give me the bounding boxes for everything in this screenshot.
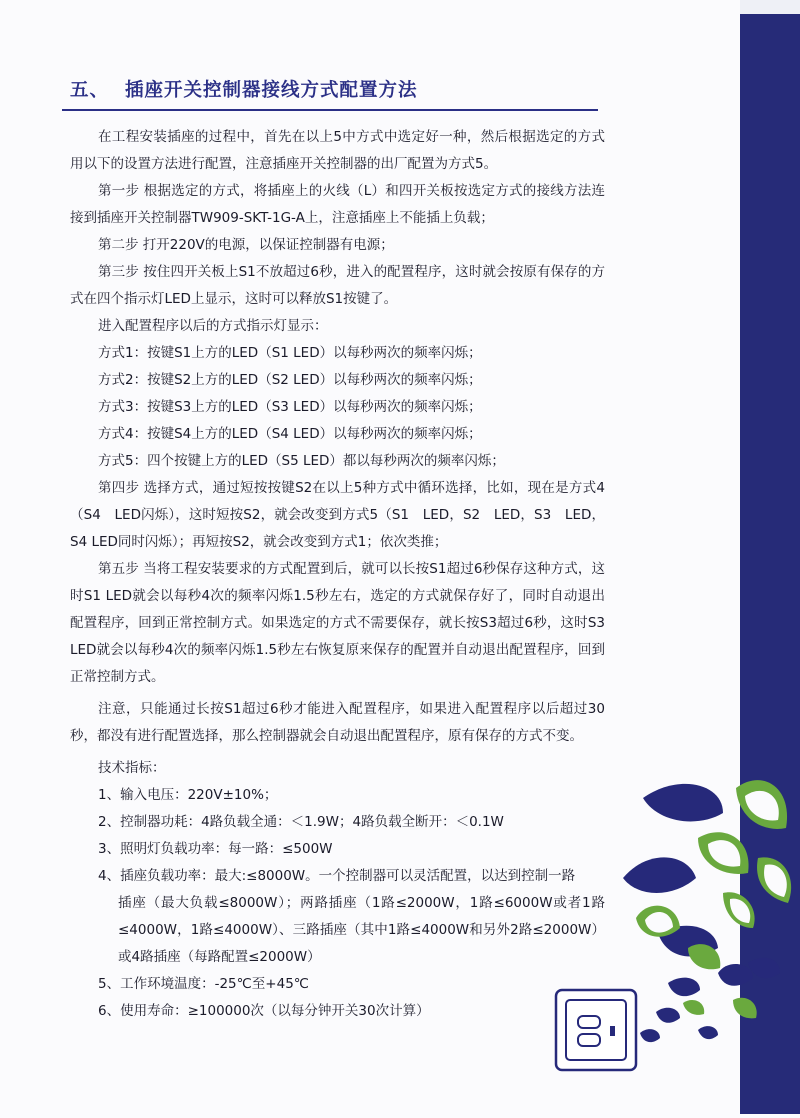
section-number: 五、	[70, 80, 110, 101]
step-2-paragraph: 第二步 打开220V的电源，以保证控制器有电源；	[98, 237, 394, 253]
section-title: 插座开关控制器接线方式配置方法	[125, 80, 418, 101]
spec-item-6: 6、使用寿命：≥100000次（以每分钟开关30次计算）	[98, 1003, 430, 1019]
indicator-heading: 进入配置程序以后的方式指示灯显示：	[98, 318, 328, 334]
spec-item-4: 4、插座负载功率：最大:≤8000W。一个控制器可以灵活配置，以达到控制一路	[98, 868, 576, 884]
spec-item-5: 5、工作环境温度：-25℃至+45℃	[98, 976, 309, 992]
mode-3-item: 方式3：按键S3上方的LED（S3 LED）以每秒两次的频率闪烁；	[98, 399, 482, 415]
step-4-paragraph: 第四步 选择方式，通过短按按键S2在以上5种方式中循环选择，比如，现在是方式4（S4 LED闪烁），这时短按S2，就会改变到方式5（S1 LED，S2 LED，S3 LED，S4 LED同时闪烁）；再短按S2，就会改变到方式1；依次类推；	[70, 480, 605, 550]
mode-2-item: 方式2：按键S2上方的LED（S2 LED）以每秒两次的频率闪烁；	[98, 372, 482, 388]
mode-5-item: 方式5：四个按键上方的LED（S5 LED）都以每秒两次的频率闪烁；	[98, 453, 505, 469]
spec-item-3: 3、照明灯负载功率：每一路：≤500W	[98, 841, 333, 857]
mode-1-item: 方式1：按键S1上方的LED（S1 LED）以每秒两次的频率闪烁；	[98, 345, 482, 361]
main-content	[70, 124, 619, 1025]
intro-paragraph: 在工程安装插座的过程中，首先在以上5中方式中选定好一种，然后根据选定的方式用以下的设置方法进行配置，注意插座开关控制器的出厂配置为方式5。	[70, 129, 605, 172]
spec-item-4-continuation: 插座（最大负载≤8000W）；两路插座（1路≤2000W，1路≤6000W或者1路≤4000W，1路≤4000W）、三路插座（其中1路≤4000W和另外2路≤2000W）或4路插座（每路配置≤2000W）	[118, 895, 605, 965]
step-5-paragraph: 第五步 当将工程安装要求的方式配置到后，就可以长按S1超过6秒保存这种方式，这时S1 LED就会以每秒4次的频率闪烁1.5秒左右，选定的方式就保存好了，同时自动退出配置程序，回到正常控制方式。如果选定的方式不需要保存，就长按S3超过6秒，这时S3 LED就会以每秒4次的频率闪烁1.5秒左右恢复原来保存的配置并自动退出配置程序，回到正常控制方式。	[70, 561, 619, 685]
step-1-paragraph: 第一步 根据选定的方式，将插座上的火线（L）和四开关板按选定方式的接线方法连接到插座开关控制器TW909-SKT-1G-A上，注意插座上不能插上负载；	[70, 183, 605, 226]
note-paragraph: 注意，只能通过长按S1超过6秒才能进入配置程序，如果进入配置程序以后超过30秒，都没有进行配置选择，那么控制器就会自动退出配置程序，原有保存的方式不变。	[70, 701, 605, 744]
spec-item-1: 1、输入电压：220V±10%；	[98, 787, 278, 803]
spec-item-2: 2、控制器功耗：4路负载全通：＜1.9W；4路负载全断开：＜0.1W	[98, 814, 504, 830]
specs-heading: 技术指标：	[98, 760, 166, 776]
socket-with-leaves-icon	[548, 768, 800, 1114]
step-3-paragraph: 第三步 按住四开关板上S1不放超过6秒，进入的配置程序，这时就会按原有保存的方式在四个指示灯LED上显示，这时可以释放S1按键了。	[70, 264, 605, 307]
mode-4-item: 方式4：按键S4上方的LED（S4 LED）以每秒两次的频率闪烁；	[98, 426, 482, 442]
heading-underline	[62, 109, 598, 111]
section-heading	[70, 76, 600, 102]
